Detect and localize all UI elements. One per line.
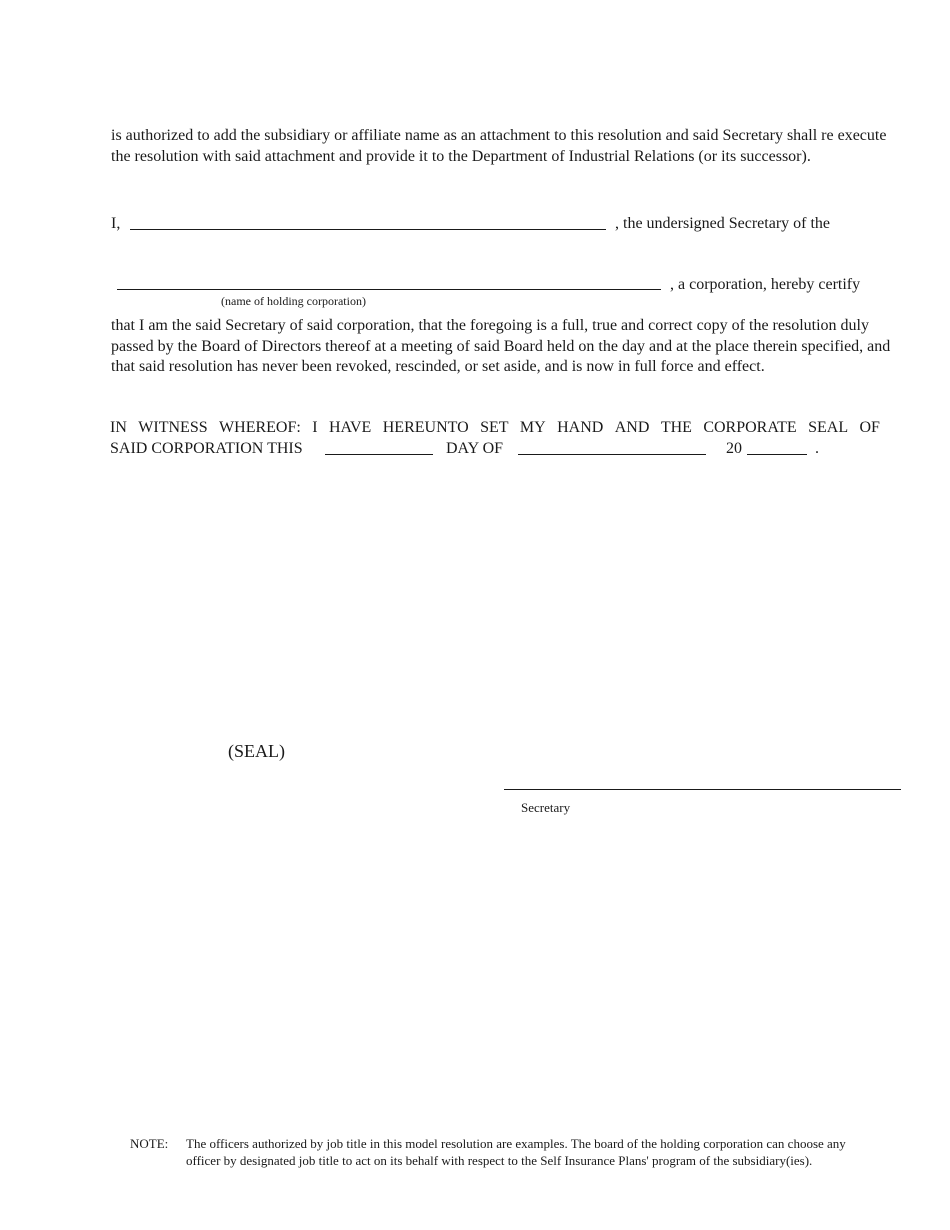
witness-word: HAVE — [328, 419, 372, 436]
witness-word: SET — [480, 419, 509, 436]
secretary-signature-line[interactable] — [504, 789, 901, 790]
seal-label: (SEAL) — [228, 741, 285, 761]
witness-period: . — [815, 440, 819, 457]
witness-word: IN — [110, 419, 127, 436]
month-blank[interactable] — [518, 454, 706, 455]
day-blank[interactable] — [325, 454, 433, 455]
day-of-label: DAY OF — [446, 440, 504, 457]
witness-word: SEAL — [808, 419, 849, 436]
year-blank[interactable] — [747, 454, 807, 455]
witness-word: WHEREOF: — [219, 419, 301, 436]
note-label: NOTE: — [130, 1136, 169, 1151]
witness-line1 — [110, 418, 880, 439]
witness-word: HEREUNTO — [382, 419, 469, 436]
witness-word: HAND — [557, 419, 604, 436]
year-prefix: 20 — [726, 440, 742, 457]
witness-word: MY — [519, 419, 546, 436]
witness-word: CORPORATE — [703, 419, 797, 436]
certify-line1-suffix: , the undersigned Secretary of the — [615, 215, 831, 232]
witness-word: WITNESS — [138, 419, 208, 436]
witness-word: OF — [859, 419, 880, 436]
witness-block — [110, 418, 880, 439]
footnote — [130, 1135, 860, 1169]
note-text: The officers authorized by job title in this model resolution are examples. The board of the holding corporation can choose any officer by designated job title to act on its behalf with respect to the Self Insurance Plans' program of the subsidiary(ies). — [186, 1136, 846, 1168]
secretary-name-blank[interactable] — [130, 229, 606, 230]
secretary-signature-label: Secretary — [521, 800, 571, 815]
witness-word: AND — [614, 419, 650, 436]
holding-corporation-caption: (name of holding corporation) — [221, 294, 366, 308]
holding-corporation-blank[interactable] — [117, 289, 661, 290]
witness-word: THE — [660, 419, 692, 436]
intro-paragraph: is authorized to add the subsidiary or affiliate name as an attachment to this resolution and said Secretary shall re execute the resolution with said attachment and provide it to the Department of Industrial Relations (or its successor). — [111, 127, 887, 165]
certify-line2-suffix: , a corporation, hereby certify — [670, 276, 861, 293]
witness-word: I — [312, 419, 318, 436]
witness-line2-prefix: SAID CORPORATION THIS — [110, 440, 303, 457]
certify-prefix: I, — [111, 215, 121, 232]
certify-paragraph: that I am the said Secretary of said corporation, that the foregoing is a full, true and correct copy of the resolution duly passed by the Board of Directors thereof at a meeting of said Board held on the day and at the place therein specified, and that said resolution has never been revoked, rescinded, or set aside, and is now in full force and effect. — [111, 317, 891, 375]
